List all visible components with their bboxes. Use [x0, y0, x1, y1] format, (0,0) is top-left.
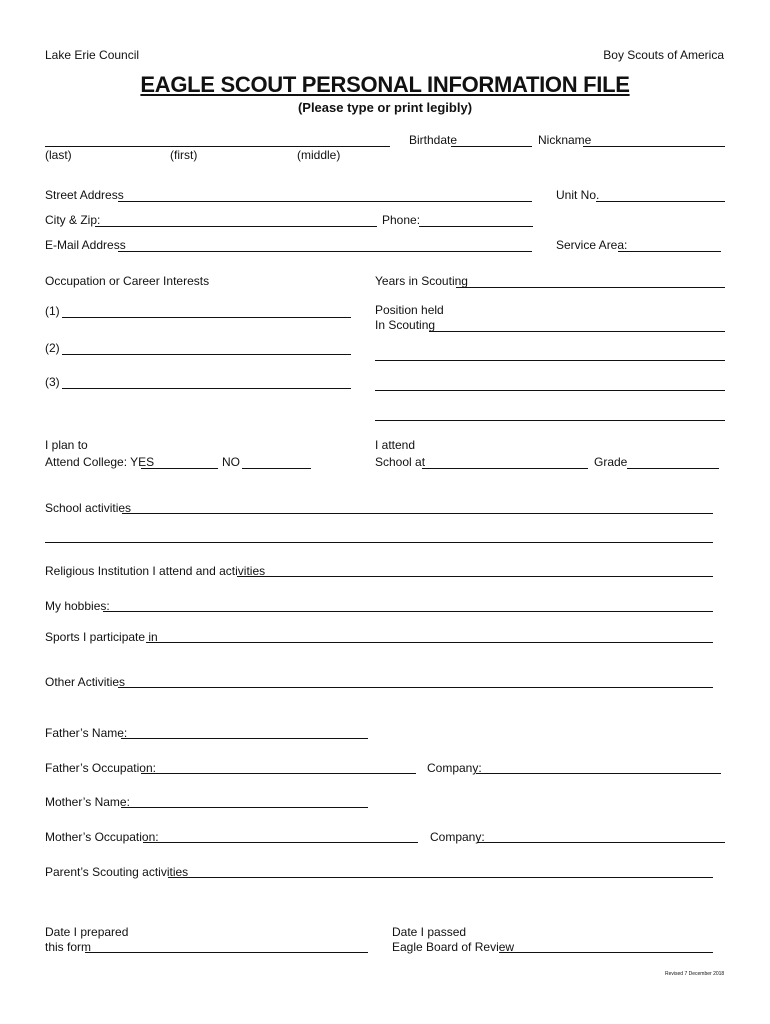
position-held-field-1[interactable]: [429, 331, 725, 332]
city-zip-field[interactable]: [95, 226, 377, 227]
email-label: E-Mail Address: [45, 238, 126, 252]
hobbies-field[interactable]: [103, 611, 713, 612]
last-name-label: (last): [45, 148, 72, 162]
years-in-scouting-label: Years in Scouting: [375, 274, 468, 288]
father-occupation-label: Father’s Occupation:: [45, 761, 156, 775]
career-item-3-field[interactable]: [62, 388, 351, 389]
school-at-field[interactable]: [422, 468, 588, 469]
father-name-field[interactable]: [121, 738, 368, 739]
hobbies-label: My hobbies:: [45, 599, 110, 613]
parent-scouting-label: Parent’s Scouting activities: [45, 865, 189, 879]
father-company-label: Company:: [427, 761, 482, 775]
mother-occupation-label: Mother’s Occupation:: [45, 830, 159, 844]
email-field[interactable]: [118, 251, 532, 252]
phone-field[interactable]: [419, 226, 533, 227]
in-scouting-label: In Scouting: [375, 318, 436, 332]
date-prepared-label-1: Date I prepared: [45, 925, 129, 939]
plan-to-label: I plan to: [45, 438, 88, 452]
career-item-2-label: (2): [45, 341, 60, 355]
street-address-field[interactable]: [118, 201, 532, 202]
position-held-field-4[interactable]: [375, 420, 725, 421]
council-name: Lake Erie Council: [45, 48, 140, 62]
position-held-field-3[interactable]: [375, 390, 725, 391]
school-activities-field-2[interactable]: [45, 542, 713, 543]
mother-name-label: Mother’s Name:: [45, 795, 130, 809]
attend-college-yes-label: Attend College: YES: [45, 455, 155, 469]
date-passed-field[interactable]: [499, 952, 713, 953]
service-area-label: Service Area:: [556, 238, 628, 252]
date-prepared-label-2: this form: [45, 940, 92, 954]
school-at-label: School at: [375, 455, 426, 469]
service-area-field[interactable]: [618, 251, 721, 252]
grade-label: Grade: [594, 455, 628, 469]
birthdate-label: Birthdate: [409, 133, 458, 147]
attend-college-yes-field[interactable]: [141, 468, 218, 469]
mother-company-field[interactable]: [477, 842, 725, 843]
career-item-1-field[interactable]: [62, 317, 351, 318]
career-item-2-field[interactable]: [62, 354, 351, 355]
street-address-label: Street Address: [45, 188, 124, 202]
years-in-scouting-field[interactable]: [456, 287, 725, 288]
school-activities-field[interactable]: [122, 513, 713, 514]
career-item-1-label: (1): [45, 304, 60, 318]
father-occupation-field[interactable]: [141, 773, 416, 774]
i-attend-label: I attend: [375, 438, 416, 452]
religious-label: Religious Institution I attend and activities: [45, 564, 266, 578]
mother-name-field[interactable]: [121, 807, 368, 808]
full-name-field[interactable]: [45, 146, 390, 147]
mother-company-label: Company:: [430, 830, 485, 844]
sports-field[interactable]: [146, 642, 713, 643]
grade-field[interactable]: [627, 468, 719, 469]
organization-name: Boy Scouts of America: [603, 48, 724, 62]
nickname-field[interactable]: [583, 146, 725, 147]
other-activities-label: Other Activities: [45, 675, 126, 689]
date-prepared-field[interactable]: [85, 952, 368, 953]
attend-college-no-label: NO: [222, 455, 240, 469]
parent-scouting-field[interactable]: [168, 877, 713, 878]
form-title: EAGLE SCOUT PERSONAL INFORMATION FILE: [140, 72, 630, 97]
mother-occupation-field[interactable]: [143, 842, 418, 843]
nickname-label: Nickname: [538, 133, 592, 147]
position-held-field-2[interactable]: [375, 360, 725, 361]
position-held-label: Position held: [375, 303, 444, 317]
birthdate-field[interactable]: [451, 146, 532, 147]
unit-number-label: Unit No.: [556, 188, 600, 202]
phone-label: Phone:: [382, 213, 421, 227]
father-name-label: Father’s Name:: [45, 726, 128, 740]
middle-name-label: (middle): [297, 148, 341, 162]
date-passed-label-1: Date I passed: [392, 925, 467, 939]
form-subtitle: (Please type or print legibly): [297, 100, 473, 115]
father-company-field[interactable]: [476, 773, 721, 774]
revision-note: Revised 7 December 2018: [665, 971, 725, 977]
religious-field[interactable]: [237, 576, 713, 577]
unit-number-field[interactable]: [596, 201, 725, 202]
career-item-3-label: (3): [45, 375, 60, 389]
date-passed-label-2: Eagle Board of Review: [392, 940, 515, 954]
first-name-label: (first): [170, 148, 198, 162]
attend-college-no-field[interactable]: [242, 468, 311, 469]
school-activities-label: School activities: [45, 501, 132, 515]
occupation-label: Occupation or Career Interests: [45, 274, 210, 288]
other-activities-field[interactable]: [118, 687, 713, 688]
sports-label: Sports I participate in: [45, 630, 158, 644]
city-zip-label: City & Zip:: [45, 213, 101, 227]
